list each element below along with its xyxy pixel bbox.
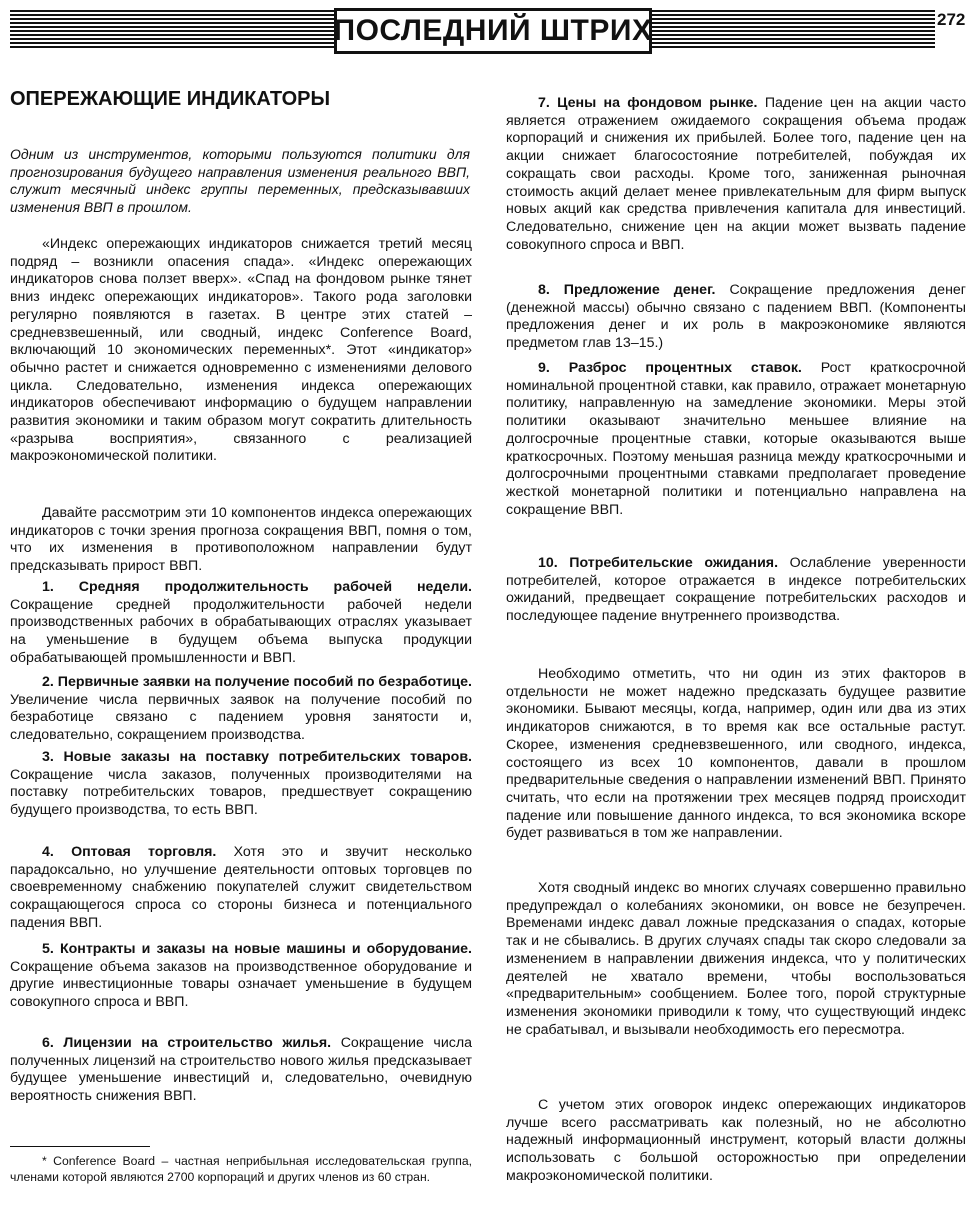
list-item-text: Увеличение числа первичных заявок на получение пособий по безработице связано с падением уровня занятости и, следовательно, сокращением производства. — [10, 691, 472, 744]
header-stripes-left — [10, 10, 334, 54]
paragraph-caveat: Необходимо отметить, что ни один из этих факторов в отдельности не может надежно предсказать будущее развитие экономики. Бывают месяцы, когда, например, один или два из этих индикаторов снижаются, в то время как все остальные растут. Скорее, изменения средневзвешенного, или сводного, индекса, состоящего из всех 10 компонентов, давали в прошлом предварительные сведения о направлении изменений ВВП. Принято считать, что если на протяжении трех месяцев подряд происходит падение или повышение данного индекса, то вся экономика вскоре будет развиваться в том же направлении. — [506, 666, 966, 842]
footnote: * Conference Board – частная неприбыльная исследовательская группа, членами которой являются 2700 корпораций и других членов из 60 стран. — [10, 1154, 472, 1184]
list-item-text: Сокращение средней продолжительности рабочей недели производственных рабочих в обрабатывающих отраслях указывает на уменьшение в будущем объема выпуска продукции обрабатывающей промышленности и ВВП. — [10, 596, 472, 666]
list-item-text: Хотя это и звучит несколько парадоксально, но улучшение деятельности оптовых торговцев по своевременному снабжению покупателей служит свидетельством сокращающегося спроса со стороны бизнеса и потенциального падения ВВП. — [10, 844, 472, 931]
list-item-text: Сокращение числа полученных лицензий на строительство нового жилья предсказывает будущее уменьшение инвестиций и, следовательно, очевидную вероятность снижения ВВП. — [10, 1035, 473, 1105]
list-item — [10, 844, 472, 933]
list-item-title: 7. Цены на фондовом рынке. — [538, 95, 758, 111]
intro-paragraph: Одним из инструментов, которыми пользуются политики для прогнозирования будущего направления изменения реального ВВП, служит месячный индекс группы переменных, предсказывавших изменения ВВП в прошлом. — [10, 146, 470, 215]
list-item — [10, 749, 472, 820]
page-number: 272 — [937, 10, 966, 29]
list-item — [10, 1035, 472, 1106]
list-item — [506, 95, 966, 254]
list-item-title: 1. Средняя продолжительность рабочей недели. — [42, 579, 472, 595]
list-item — [10, 674, 472, 745]
list-item-text: Сокращение предложения денег (денежной массы) обычно связано с падением ВВП. (Компоненты предложения денег и их роль в макроэкономике являются предметом глав 13–15.) — [506, 282, 966, 352]
section-heading: ОПЕРЕЖАЮЩИЕ ИНДИКАТОРЫ — [10, 88, 331, 110]
list-item-text: Ослабление уверенности потребителей, которое отражается в индексе потребительских ожиданий, предвещает сокращение потребительских расходов и последующее падение внутреннего производства. — [506, 555, 966, 625]
paragraph-headlines: «Индекс опережающих индикаторов снижается третий месяц подряд – возникли опасения спада». «Индекс опережающих индикаторов снова ползет вверх». «Спад на фондовом рынке тянет вниз индекс опережающих индикаторов». Такого рода заголовки регулярно появляются в газетах. В центре этих статей – средневзвешенный, или сводный, индекс Conference Board, включающий 10 экономических переменных*. Этот «индикатор» обычно растет и снижается одновременно с изменениями делового цикла. Следовательно, изменения индекса опережающих индикаторов обеспечивают информацию о будущем направлении развития экономики и таким образом могут сократить длительность «разрыва восприятия», связанного с реализацией макроэкономической политики. — [10, 236, 472, 465]
page-header — [0, 0, 973, 60]
list-item — [506, 360, 966, 519]
list-item — [10, 941, 472, 1012]
footnote-rule — [10, 1146, 150, 1147]
chapter-title: ПОСЛЕДНИЙ ШТРИХ — [333, 14, 653, 47]
chapter-title-box — [334, 8, 652, 54]
list-item-text: Сокращение объема заказов на производственное оборудование и другие инвестиционные товары означает уменьшение в будущем совокупного спроса и ВВП. — [10, 958, 472, 1011]
list-item-title: 3. Новые заказы на поставку потребительских товаров. — [42, 749, 472, 765]
list-item-title: 2. Первичные заявки на получение пособий по безработице. — [42, 674, 472, 690]
list-item-title: 9. Разброс процентных ставок. — [538, 360, 802, 376]
list-item-text: Рост краткосрочной номинальной процентной ставки, как правило, отражает монетарную политику, направленную на замедление экономики. Меры этой политики оказывают значительно меньшее влияние на долгосрочные процентные ставки, которые оказываются выше краткосрочных. Поэтому меньшая разница между краткосрочными и долгосрочными процентными ставками предполагает проведение жесткой монетарной политики и потенциально направлена на сокращение ВВП. — [506, 360, 966, 518]
paragraph-conclusion: С учетом этих оговорок индекс опережающих индикаторов лучше всего рассматривать как полезный, но не абсолютно надежный информационный инструмент, который власти должны использовать с большой осторожностью при определении макроэкономической политики. — [506, 1097, 966, 1184]
list-item-text: Падение цен на акции часто является отражением ожидаемого сокращения объема продаж корпораций и снижения их прибылей. Более того, падение цен на акции снижает благосостояние потребителей, побуждая их сокращать свои расходы. Кроме того, заниженная рыночная стоимость акций делает менее привлекательным для фирм выпуск новых акций как средства привлечения капитала для инвестиций. Следовательно, снижение цен на акции может вызвать падение совокупного спроса и ВВП. — [506, 95, 966, 253]
list-item-title: 10. Потребительские ожидания. — [538, 555, 779, 571]
list-item — [506, 282, 966, 353]
list-item-title: 4. Оптовая торговля. — [42, 844, 217, 860]
list-item — [10, 579, 472, 668]
list-item-title: 6. Лицензии на строительство жилья. — [42, 1035, 332, 1051]
list-item-text: Сокращение числа заказов, полученных производителями на поставку потребительских товаров, предшествует сокращению будущего производства, то есть ВВП. — [10, 766, 472, 819]
list-item-title: 8. Предложение денег. — [538, 282, 716, 298]
list-item-title: 5. Контракты и заказы на новые машины и оборудование. — [42, 941, 472, 957]
header-stripes-right — [652, 10, 935, 54]
paragraph-reliability: Хотя сводный индекс во многих случаях совершенно правильно предупреждал о колебаниях экономики, он вовсе не безупречен. Временами индекс давал ложные предсказания о спадах, которые так и не сбывались. В других случаях спады так скоро следовали за изменением в направлении движения индекса, что у политических деятелей не хватало времени, чтобы воспользоваться «предварительным» сообщением. Более того, порой структурные изменения экономики приводили к тому, что существующий индекс не срабатывал, и вызывали необходимость его пересмотра. — [506, 880, 966, 1038]
list-item — [506, 555, 966, 626]
paragraph-components: Давайте рассмотрим эти 10 компонентов индекса опережающих индикаторов с точки зрения прогноза сокращения ВВП, помня о том, что их изменения в противоположном направлении будут предсказывать прирост ВВП. — [10, 505, 472, 575]
